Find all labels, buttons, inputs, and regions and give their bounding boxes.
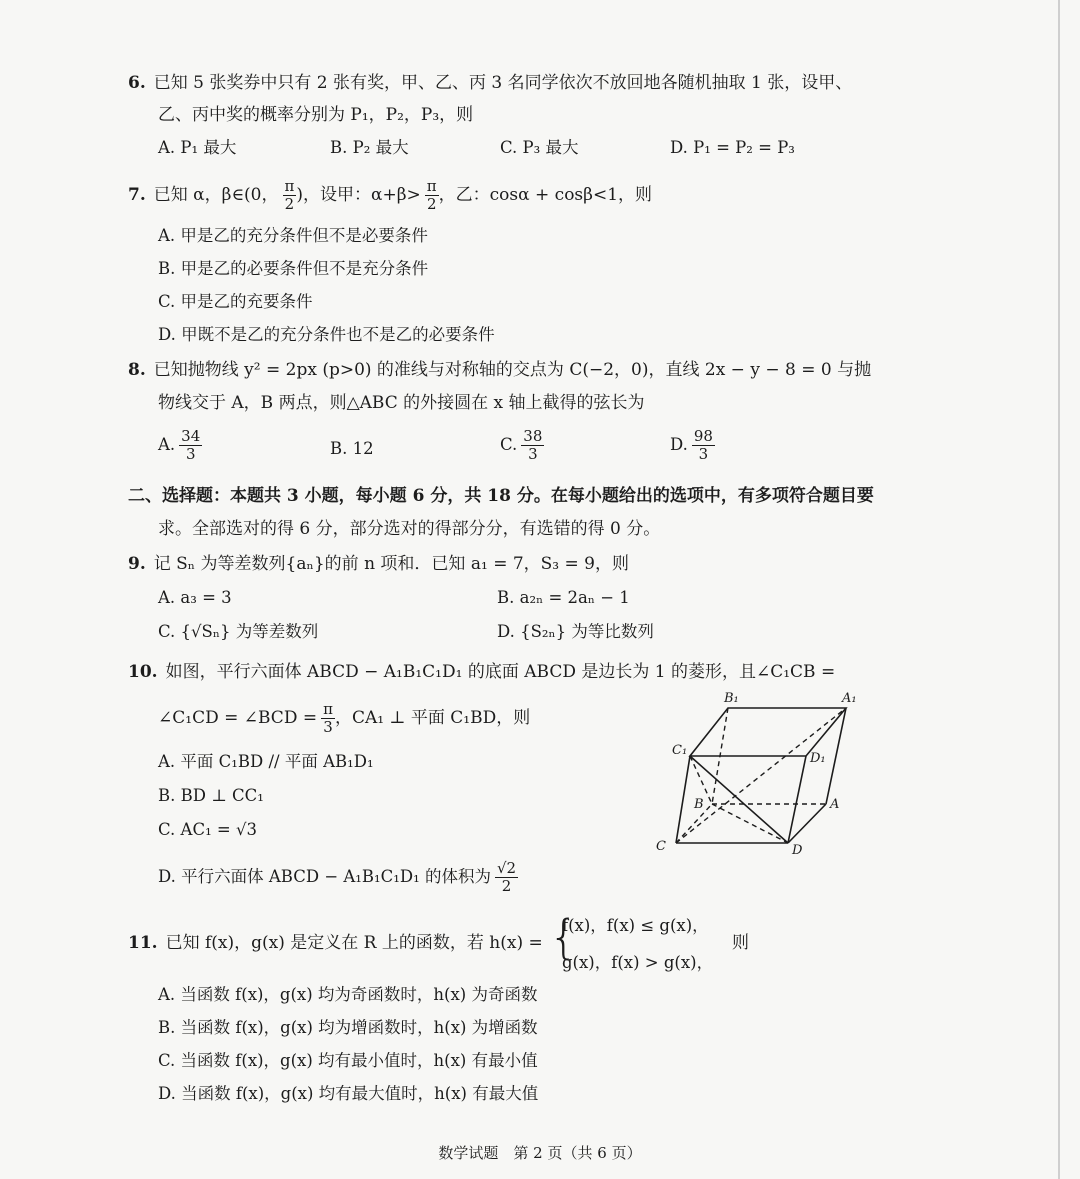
- q10-pi-over-3: [321, 701, 335, 736]
- q8-d-num: 98: [693, 427, 713, 445]
- q6-stem-line2: 乙、丙中奖的概率分别为 P₁，P₂，P₃，则: [158, 105, 474, 125]
- label-d1: D₁: [810, 751, 826, 766]
- label-a1: A₁: [842, 691, 857, 706]
- q10-option-c: C. AC₁ = √3: [158, 820, 258, 839]
- q7-option-b: B. 甲是乙的必要条件但不是充分条件: [158, 259, 429, 278]
- q7-option-c: C. 甲是乙的充要条件: [158, 292, 313, 311]
- q8-stem-line2: 物线交于 A，B 两点，则△ABC 的外接圆在 x 轴上截得的弦长为: [158, 393, 645, 413]
- q6-line1: [128, 71, 852, 95]
- label-c1: C₁: [672, 743, 688, 758]
- q8-number: 8.: [128, 360, 146, 380]
- edge-a1-a: [826, 708, 846, 804]
- q10-number: 10.: [128, 662, 158, 682]
- q8-option-c: [500, 428, 544, 463]
- edge-d1-d: [788, 756, 806, 843]
- q8-option-d-frac: [692, 428, 715, 463]
- q11-option-b: B. 当函数 f(x)，g(x) 均为增函数时，h(x) 为增函数: [158, 1018, 538, 1037]
- q11-number: 11.: [128, 933, 158, 953]
- diag-c-a1: [676, 708, 846, 843]
- parallelepiped-figure: [650, 688, 870, 860]
- q11-option-c: C. 当函数 f(x)，g(x) 均有最小值时，h(x) 有最小值: [158, 1051, 538, 1070]
- q9-option-b: B. a₂ₙ = 2aₙ − 1: [497, 588, 630, 607]
- q6-number: 6.: [128, 73, 146, 93]
- q6-option-c: C. P₃ 最大: [500, 138, 579, 157]
- q8-option-d: [670, 428, 715, 463]
- q7-pi-over-2-a: [283, 178, 297, 213]
- q7-option-d: D. 甲既不是乙的充分条件也不是乙的必要条件: [158, 325, 495, 344]
- q10-frac-num: π: [323, 700, 333, 718]
- q10-line2: [158, 701, 530, 736]
- q10-d-den: 2: [501, 877, 512, 895]
- q9-stem: 记 Sₙ 为等差数列{aₙ}的前 n 项和．已知 a₁ = 7，S₃ = 9，则: [153, 554, 629, 574]
- q6-stem-line1: 已知 5 张奖券中只有 2 张有奖，甲、乙、丙 3 名同学依次不放回地各随机抽取 1 张，设甲、: [153, 73, 853, 93]
- q8-option-a-label: A.: [158, 435, 176, 454]
- q8-c-den: 3: [528, 445, 538, 463]
- section2-heading: 二、选择题：本题共 3 小题，每小题 6 分，共 18 分。在每小题给出的选项中，有多项符合题目要: [128, 486, 874, 506]
- q11-stem: 已知 f(x)，g(x) 是定义在 R 上的函数，若 h(x) =: [165, 933, 543, 953]
- q10-stem-line2a: ∠C₁CD = ∠BCD =: [158, 708, 318, 728]
- label-d: D: [792, 843, 803, 858]
- q10-option-b: B. BD ⊥ CC₁: [158, 786, 264, 805]
- q8-option-c-label: C.: [500, 435, 518, 454]
- q7-frac-a-num: π: [284, 177, 295, 195]
- edge-c1-c: [676, 756, 690, 843]
- q7-frac-b-num: π: [426, 177, 437, 195]
- q7-option-a: A. 甲是乙的充分条件但不是必要条件: [158, 226, 428, 245]
- q10-option-a: A. 平面 C₁BD // 平面 AB₁D₁: [158, 752, 374, 771]
- q7-frac-b-den: 2: [426, 195, 437, 213]
- q10-option-d-text: D. 平行六面体 ABCD − A₁B₁C₁D₁ 的体积为: [158, 867, 491, 886]
- diag-c1-d: [690, 756, 788, 843]
- q8-a-den: 3: [185, 445, 196, 463]
- figure-front-diagonals: [690, 756, 788, 843]
- q9-option-c: C. {√Sₙ} 为等差数列: [158, 622, 319, 641]
- q10-line1: [128, 660, 835, 684]
- q8-option-c-frac: [521, 428, 544, 463]
- q10-option-d: [158, 860, 518, 895]
- q7-pi-over-2-b: [425, 178, 439, 213]
- q10-stem-line1: 如图，平行六面体 ABCD − A₁B₁C₁D₁ 的底面 ABCD 是边长为 1 的菱形，且∠C₁CB =: [165, 662, 836, 682]
- q8-d-den: 3: [698, 445, 709, 463]
- q7-stem: [128, 178, 652, 213]
- label-b1: B₁: [724, 691, 739, 706]
- q11-option-d: D. 当函数 f(x)，g(x) 均有最大值时，h(x) 有最大值: [158, 1084, 539, 1103]
- q7-stem-a: 已知 α，β∈(0，: [153, 185, 279, 205]
- label-c: C: [656, 839, 666, 854]
- q7-stem-c: ，乙：cosα + cosβ<1，则: [438, 185, 653, 205]
- piecewise-brace: {: [549, 910, 579, 964]
- q9-option-a: A. a₃ = 3: [158, 588, 232, 607]
- top-face: [690, 708, 846, 756]
- q8-option-b: B. 12: [330, 439, 374, 458]
- q10-option-d-frac: [495, 860, 518, 895]
- q8-line1: [128, 358, 871, 382]
- q8-c-num: 38: [523, 427, 543, 445]
- q11-case2: g(x)，f(x) > g(x)，: [562, 953, 714, 972]
- q9-stem-line: [128, 552, 629, 576]
- q8-option-a: [158, 428, 202, 463]
- q9-option-d: D. {S₂ₙ} 为等比数列: [497, 622, 654, 641]
- page-edge-line: [1058, 0, 1060, 1179]
- q8-stem-line1: 已知抛物线 y² = 2px (p>0) 的准线与对称轴的交点为 C(−2，0)，直线 2x − y − 8 = 0 与抛: [153, 360, 872, 380]
- q10-stem-line2b: ，CA₁ ⊥ 平面 C₁BD，则: [334, 708, 531, 728]
- q8-option-d-label: D.: [670, 435, 688, 454]
- figure-hidden-edges: [676, 708, 846, 843]
- figure-labels: [656, 691, 857, 858]
- q11-tail: 则: [732, 933, 749, 953]
- q8-a-num: 34: [181, 427, 201, 445]
- q6-option-b: B. P₂ 最大: [330, 138, 409, 157]
- q7-frac-a-den: 2: [284, 195, 295, 213]
- q6-option-a: A. P₁ 最大: [158, 138, 237, 157]
- edge-d-a: [788, 804, 826, 843]
- page-footer: 数学试题 第 2 页（共 6 页）: [438, 1144, 642, 1162]
- q7-number: 7.: [128, 185, 146, 205]
- q11-option-a: A. 当函数 f(x)，g(x) 均为奇函数时，h(x) 为奇函数: [158, 985, 538, 1004]
- label-a: A: [830, 797, 840, 812]
- q11-case1: f(x)，f(x) ≤ g(x)，: [562, 916, 709, 935]
- section2-instructions: 求。全部选对的得 6 分，部分选对的得部分分，有选错的得 0 分。: [158, 519, 661, 539]
- q10-d-num: √2: [497, 859, 517, 877]
- q11-stem-line: [128, 931, 543, 955]
- label-b: B: [694, 797, 704, 812]
- q6-option-d: D. P₁ = P₂ = P₃: [670, 138, 795, 157]
- q8-option-a-frac: [179, 428, 202, 463]
- q7-stem-b: )，设甲：α+β>: [296, 185, 421, 205]
- q9-number: 9.: [128, 554, 146, 574]
- q10-frac-den: 3: [323, 718, 333, 736]
